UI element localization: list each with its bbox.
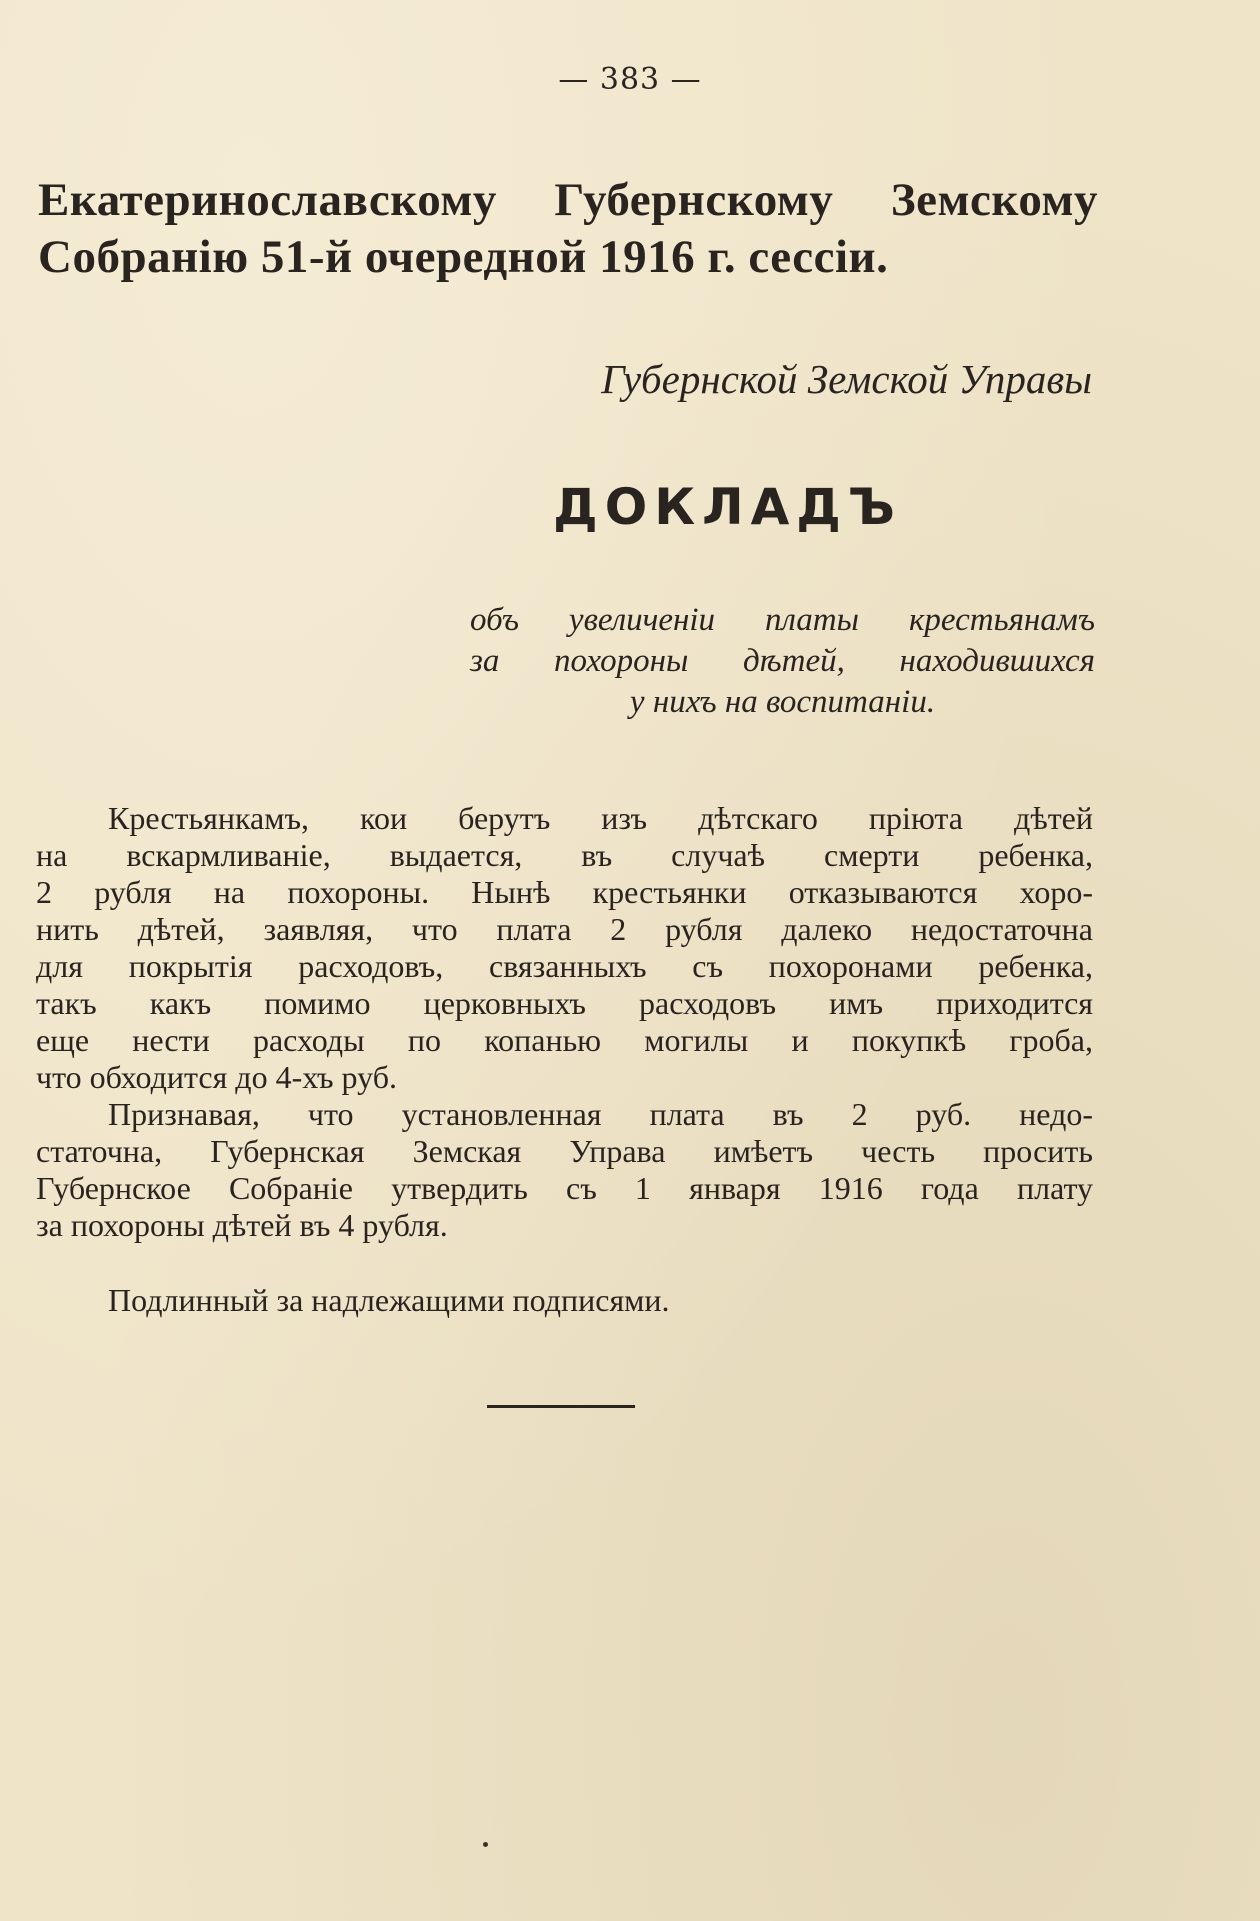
body-line: Признавая, что установленная плата въ 2 руб. недо- — [108, 1096, 1093, 1132]
body-line: что обходится до 4-хъ руб. — [36, 1059, 397, 1095]
body-line: нить дѣтей, заявляя, что плата 2 рубля далеко недостаточна — [36, 911, 1093, 947]
subject-line-2: за похороны дѣтей, находившихся — [470, 643, 1095, 679]
page-number: — 383 — — [558, 62, 702, 97]
divider-rule — [487, 1405, 635, 1408]
report-body — [36, 800, 1093, 1244]
heading-line-2: Собранію 51-й очередной 1916 г. сессіи. — [38, 231, 889, 283]
issuing-authority: Губернской Земской Управы — [601, 356, 1092, 402]
body-line: еще нести расходы по копанью могилы и покупкѣ гроба, — [36, 1022, 1093, 1058]
addressee-heading — [38, 172, 1098, 286]
closing-note: Подлинный за надлежащими подписями. — [108, 1282, 670, 1318]
body-line: статочна, Губернская Земская Управа имѣетъ честь просить — [36, 1133, 1093, 1169]
body-line: для покрытія расходовъ, связанныхъ съ похоронами ребенка, — [36, 948, 1093, 984]
heading-line-1: Екатеринославскому Губернскому Земскому — [38, 174, 1098, 226]
body-line: Губернское Собраніе утвердить съ 1 января 1916 года плату — [36, 1170, 1093, 1206]
body-line: такъ какъ помимо церковныхъ расходовъ имъ приходится — [36, 985, 1093, 1021]
ink-speck — [483, 1842, 488, 1847]
body-line: за похороны дѣтей въ 4 рубля. — [36, 1207, 448, 1243]
body-line: Крестьянкамъ, кои берутъ изъ дѣтскаго пріюта дѣтей — [108, 800, 1093, 836]
subject-line-3: у нихъ на воспитаніи. — [629, 684, 936, 720]
report-subject — [470, 600, 1095, 723]
report-title: ДОКЛАДЪ — [553, 478, 902, 536]
body-line: на вскармливаніе, выдается, въ случаѣ смерти ребенка, — [36, 837, 1093, 873]
subject-line-1: объ увеличеніи платы крестьянамъ — [470, 602, 1095, 638]
body-line: 2 рубля на похороны. Нынѣ крестьянки отказываются хоро- — [36, 874, 1093, 910]
